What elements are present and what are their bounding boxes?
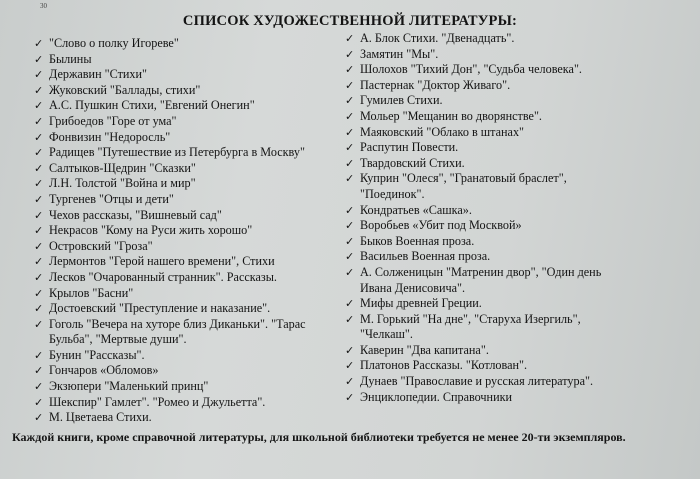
checkmark-icon: ✓ — [345, 219, 355, 233]
book-list-item — [345, 203, 690, 219]
book-entry-text: Куприн "Олеся", "Гранатовый браслет", — [360, 171, 567, 186]
book-list-item — [345, 78, 690, 94]
book-list-item — [34, 208, 354, 224]
checkmark-icon: ✓ — [34, 239, 44, 253]
book-entry-text: "Слово о полку Игореве" — [49, 36, 179, 50]
book-entry-text: Тургенев "Отцы и дети" — [49, 191, 174, 206]
checkmark-icon: ✓ — [34, 380, 44, 394]
checkmark-icon: ✓ — [34, 161, 44, 175]
book-entry-text: Державин "Стихи" — [49, 67, 148, 82]
checkmark-icon: ✓ — [34, 99, 44, 113]
book-list-item — [34, 410, 354, 426]
book-entry-text-continued: Бульба", "Мертвые души". — [49, 332, 187, 347]
book-entry-text: Замятин "Мы". — [360, 46, 439, 61]
book-list-item — [345, 140, 690, 156]
book-entry-text: Маяковский "Облако в штанах" — [360, 124, 525, 139]
page-number: 30 — [40, 2, 47, 10]
checkmark-icon: ✓ — [34, 192, 44, 206]
checkmark-icon: ✓ — [345, 141, 355, 155]
book-list-item — [345, 343, 690, 359]
book-list-item — [34, 363, 354, 379]
checkmark-icon: ✓ — [345, 375, 355, 389]
book-entry-text: Салтыков-Щедрин "Сказки" — [49, 160, 196, 175]
checkmark-icon: ✓ — [345, 203, 355, 217]
checkmark-icon: ✓ — [34, 146, 44, 160]
book-entry-text: Быков Военная проза. — [360, 233, 475, 248]
checkmark-icon: ✓ — [345, 265, 355, 279]
checkmark-icon: ✓ — [345, 125, 355, 139]
book-entry-text: Фонвизин "Недоросль" — [49, 129, 171, 144]
checkmark-icon: ✓ — [345, 359, 355, 373]
checkmark-icon: ✓ — [345, 297, 355, 311]
book-list-item — [345, 312, 690, 343]
book-entry-text: Гоголь "Вечера на хуторе близ Диканьки". "Тарас — [49, 316, 306, 331]
checkmark-icon: ✓ — [345, 234, 355, 248]
checkmark-icon: ✓ — [34, 302, 44, 316]
book-list-item — [34, 192, 354, 208]
book-list-item — [34, 286, 354, 302]
book-entry-text: Л.Н. Толстой "Война и мир" — [49, 176, 196, 191]
checkmark-icon: ✓ — [34, 37, 44, 50]
book-entry-text: Достоевский "Преступление и наказание". — [49, 301, 271, 316]
book-list-item — [34, 114, 354, 130]
checkmark-icon: ✓ — [34, 317, 44, 331]
book-list-item — [345, 62, 690, 78]
book-list-item — [34, 239, 354, 255]
book-list-item — [345, 125, 690, 141]
book-list-item — [34, 301, 354, 317]
book-list-item — [345, 47, 690, 63]
book-list-item — [34, 36, 354, 52]
book-entry-text: Кондратьев «Сашка». — [360, 202, 472, 217]
book-list-item — [34, 317, 354, 348]
book-entry-text: Энциклопедии. Справочники — [360, 389, 513, 404]
book-entry-text: Экзюпери "Маленький принц" — [49, 379, 209, 394]
book-list-item — [34, 395, 354, 411]
checkmark-icon: ✓ — [345, 156, 355, 170]
book-list-item — [34, 161, 354, 177]
book-entry-text: Крылов "Басни" — [49, 285, 134, 300]
book-entry-text: Гончаров «Обломов» — [49, 363, 159, 378]
book-entry-text: Лесков "Очарованный странник". Рассказы. — [49, 269, 277, 284]
checkmark-icon: ✓ — [34, 395, 44, 409]
book-entry-text: Воробьев «Убит под Москвой» — [360, 218, 522, 233]
checkmark-icon: ✓ — [345, 343, 355, 357]
book-list-item — [345, 358, 690, 374]
book-list-item — [34, 254, 354, 270]
checkmark-icon: ✓ — [34, 130, 44, 144]
book-entry-text: А.С. Пушкин Стихи, "Евгений Онегин" — [49, 98, 255, 113]
checkmark-icon: ✓ — [34, 114, 44, 128]
book-list-item — [34, 223, 354, 239]
checkmark-icon: ✓ — [34, 224, 44, 238]
checkmark-icon: ✓ — [345, 250, 355, 264]
book-entry-text: Грибоедов "Горе от ума" — [49, 113, 177, 128]
checkmark-icon: ✓ — [345, 63, 355, 77]
checkmark-icon: ✓ — [34, 348, 44, 362]
checkmark-icon: ✓ — [34, 411, 44, 425]
book-entry-text: Васильев Военная проза. — [360, 249, 491, 264]
book-entry-text: Жуковский "Баллады, стихи" — [49, 82, 201, 97]
book-entry-text: М. Горький "На дне", "Старуха Изергиль", — [360, 311, 581, 326]
book-list-item — [345, 234, 690, 250]
checkmark-icon: ✓ — [345, 172, 355, 186]
book-entry-text: Бунин "Рассказы". — [49, 347, 145, 362]
checkmark-icon: ✓ — [34, 68, 44, 82]
book-list-item — [345, 156, 690, 172]
book-entry-text: Твардовский Стихи. — [360, 155, 465, 170]
book-entry-text: Мольер "Мещанин во дворянстве". — [360, 108, 542, 123]
book-entry-text: Шекспир" Гамлет". "Ромео и Джульетта". — [49, 394, 266, 409]
book-entry-text: Шолохов "Тихий Дон", "Судьба человека". — [360, 62, 582, 77]
checkmark-icon: ✓ — [34, 255, 44, 269]
checkmark-icon: ✓ — [34, 177, 44, 191]
right-book-list — [345, 31, 690, 405]
book-list-item — [34, 176, 354, 192]
book-entry-text-continued: Ивана Денисовича". — [360, 280, 466, 295]
book-list-item — [34, 270, 354, 286]
book-list-item — [345, 218, 690, 234]
book-entry-text: Лермонтов "Герой нашего времени", Стихи — [49, 254, 275, 269]
book-list-item — [34, 145, 354, 161]
checkmark-icon: ✓ — [345, 47, 355, 61]
book-list-item — [345, 171, 690, 202]
checkmark-icon: ✓ — [34, 208, 44, 222]
book-entry-text: А. Блок Стихи. "Двенадцать". — [360, 31, 515, 45]
book-list-item — [345, 296, 690, 312]
book-entry-text-continued: "Челкаш". — [360, 327, 413, 342]
book-entry-text: Мифы древней Греции. — [360, 296, 482, 311]
checkmark-icon: ✓ — [345, 94, 355, 108]
book-list-item — [345, 249, 690, 265]
checkmark-icon: ✓ — [34, 286, 44, 300]
book-entry-text: Гумилев Стихи. — [360, 93, 443, 108]
book-entry-text-continued: "Поединок". — [360, 186, 425, 201]
book-entry-text: Дунаев "Православие и русская литература". — [360, 374, 594, 389]
checkmark-icon: ✓ — [34, 270, 44, 284]
checkmark-icon: ✓ — [34, 364, 44, 378]
book-entry-text: Каверин "Два капитана". — [360, 342, 489, 357]
book-list-item — [34, 52, 354, 68]
book-entry-text: М. Цветаева Стихи. — [49, 410, 152, 425]
page-title: СПИСОК ХУДОЖЕСТВЕННОЙ ЛИТЕРАТУРЫ: — [182, 13, 518, 29]
book-list-item — [345, 390, 690, 406]
book-entry-text: Платонов Рассказы. "Котлован". — [360, 358, 528, 373]
book-list-item — [345, 93, 690, 109]
checkmark-icon: ✓ — [345, 32, 355, 45]
book-entry-text: Чехов рассказы, "Вишневый сад" — [49, 207, 222, 222]
footnote: Каждой книги, кроме справочной литературы, для школьной библиотеки требуется не менее 20-ти экземпляров. — [12, 430, 626, 444]
book-list-item — [345, 374, 690, 390]
book-entry-text: А. Солженицын "Матренин двор", "Один день — [360, 264, 602, 279]
book-list-item — [34, 67, 354, 83]
book-list-item — [345, 265, 690, 296]
book-entry-text: Былины — [49, 51, 92, 66]
checkmark-icon: ✓ — [345, 109, 355, 123]
left-book-list — [34, 36, 354, 426]
checkmark-icon: ✓ — [34, 83, 44, 97]
checkmark-icon: ✓ — [34, 52, 44, 66]
book-entry-text: Пастернак "Доктор Живаго". — [360, 77, 511, 92]
book-list-item — [345, 31, 690, 47]
checkmark-icon: ✓ — [345, 390, 355, 404]
book-list-item — [345, 109, 690, 125]
book-entry-text: Распутин Повести. — [360, 140, 459, 155]
book-list-item — [34, 379, 354, 395]
checkmark-icon: ✓ — [345, 78, 355, 92]
book-list-item — [34, 98, 354, 114]
book-list-item — [34, 130, 354, 146]
book-entry-text: Островский "Гроза" — [49, 238, 153, 253]
checkmark-icon: ✓ — [345, 312, 355, 326]
book-list-item — [34, 348, 354, 364]
book-list-item — [34, 83, 354, 99]
book-entry-text: Некрасов "Кому на Руси жить хорошо" — [49, 223, 253, 238]
book-entry-text: Радищев "Путешествие из Петербурга в Москву" — [49, 145, 305, 160]
